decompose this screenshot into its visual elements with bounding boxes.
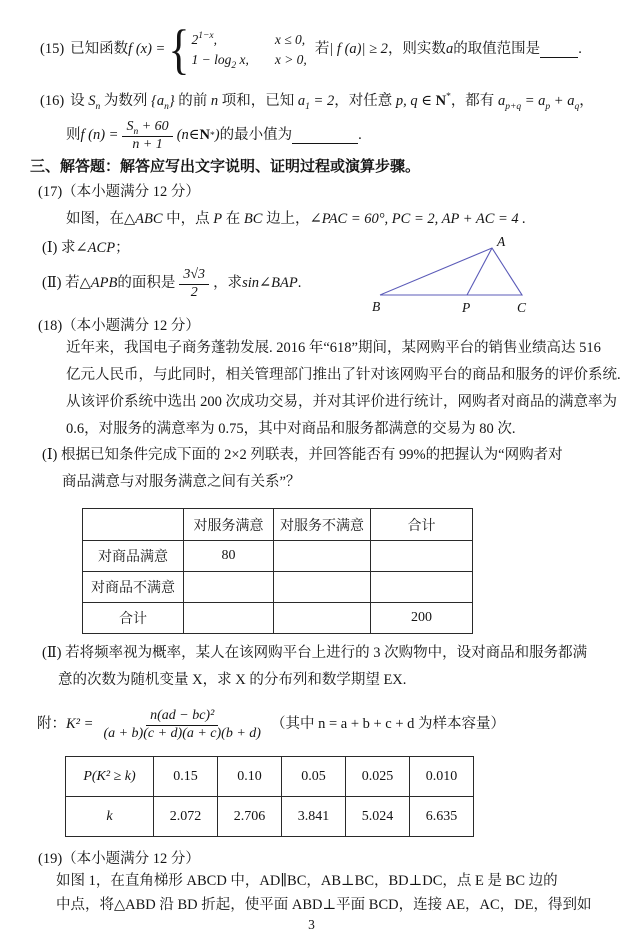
- problem-16-number: (16): [40, 93, 65, 109]
- table-cell: 0.025: [346, 757, 410, 797]
- table-cell: 0.10: [218, 757, 282, 797]
- vertex-label-a: A: [497, 234, 506, 249]
- formula-label: 附：: [37, 716, 66, 733]
- table-cell: 80: [184, 541, 274, 572]
- vertex-label-p: P: [462, 300, 471, 315]
- table-cell: 对服务满意: [184, 509, 274, 541]
- fraction-denominator: n + 1: [132, 136, 163, 152]
- table-cell: [371, 572, 473, 603]
- triangle-outline: [380, 248, 522, 295]
- problem-17-part1: (Ⅰ) 求∠ACP；: [42, 240, 130, 256]
- case1-expr: $2^{1-x}$,: [191, 31, 217, 48]
- table-cell: P(K² ≥ k): [66, 757, 154, 797]
- piecewise-brace: {: [168, 18, 190, 80]
- table-cell: 2.072: [154, 797, 218, 837]
- problem-18-head: (18)（本小题满分 12 分）: [38, 318, 200, 334]
- problem-15-tail1: ，则实数: [387, 41, 446, 58]
- problem-18-para-2: 亿元人民币，与此同时，相关管理部门推出了针对该网购平台的商品和服务的评价系统.: [66, 367, 621, 383]
- problem-15-number: (15): [40, 41, 65, 58]
- formula-lhs: K² =: [66, 716, 94, 733]
- table-row: [66, 797, 474, 837]
- problem-17-part2: (Ⅱ) 若△ APB 的面积是 $\frac{3√3}{2}$ ，求 sin∠BAP .: [42, 266, 302, 300]
- page-number: 3: [308, 917, 315, 932]
- fraction-numerator: $S_n + 60$: [122, 119, 172, 137]
- table-cell: 3.841: [282, 797, 346, 837]
- table-cell: 0.05: [282, 757, 346, 797]
- problem-15-condition: | f (a)| ≥ 2: [329, 41, 388, 58]
- table-cell: 5.024: [346, 797, 410, 837]
- problem-18-part1-line2: 商品满意与对服务满意之间有关系”？: [62, 474, 301, 490]
- problem-15-if: 若: [314, 41, 330, 58]
- answer-blank: [540, 42, 578, 58]
- critical-value-table: [65, 756, 474, 837]
- table-row: [83, 541, 473, 572]
- vertex-label-c: C: [517, 300, 527, 315]
- cevian-ap: [467, 248, 492, 295]
- fraction-sn: [122, 119, 172, 154]
- contingency-table: [82, 508, 473, 634]
- table-cell: 0.010: [410, 757, 474, 797]
- table-cell: 0.15: [154, 757, 218, 797]
- table-cell: [184, 572, 274, 603]
- table-cell: 合计: [83, 603, 184, 634]
- table-cell: 2.706: [218, 797, 282, 837]
- table-cell: [274, 603, 371, 634]
- problem-18-part2-line2: 意的次数为随机变量 X，求 X 的分布列和数学期望 EX.: [58, 672, 407, 688]
- table-cell: [274, 541, 371, 572]
- problem-19-line1: 如图 1，在直角梯形 ABCD 中，AD∥BC，AB⊥BC，BD⊥DC，点 E 是 BC 边的: [56, 873, 558, 889]
- problem-15-intro: 已知函数: [70, 41, 129, 58]
- table-row: [83, 603, 473, 634]
- problem-15: [40, 20, 582, 80]
- vertex-label-b: B: [372, 299, 381, 314]
- section-3-header: 三、解答题：解答应写出文字说明、证明过程或演算步骤。: [30, 158, 421, 175]
- table-cell: [274, 572, 371, 603]
- case2-expr: $1 - \log_2 x$,: [191, 52, 249, 71]
- k-squared-formula: [37, 701, 505, 749]
- problem-16-line2: 则 f (n) = $\frac{S_n + 60}{n + 1}$ ( n ∈ N * ) 的最小值为 .: [66, 118, 362, 152]
- table-cell: 对商品不满意: [83, 572, 184, 603]
- table-cell: [83, 509, 184, 541]
- problem-19-head: (19)（本小题满分 12 分）: [38, 851, 200, 867]
- table-row: [66, 757, 474, 797]
- fraction-area: $\frac{3√3}{2}$: [179, 267, 209, 302]
- piecewise-cases: [191, 31, 307, 71]
- problem-17-line1: 如图，在△ABC 中，点 P 在 BC 边上，∠PAC = 60°, PC = 2, AP + AC = 4 .: [66, 211, 526, 227]
- answer-blank: [292, 128, 358, 144]
- problem-15-fx: f (x) =: [128, 41, 166, 58]
- problem-16-line1: (16) 设 $S_n$ 为数列 $\{a_n\}$ 的前 n 项和，已知 $a_1 = 2$，对任意 p, q ∈ N*，都有 $a_{p+q} = a_p + a_q$，: [40, 92, 594, 112]
- triangle-diagram: [368, 233, 536, 315]
- table-cell: 200: [371, 603, 473, 634]
- table-row: [83, 572, 473, 603]
- problem-18-para-4: 0.6，对服务的满意率为 0.75，其中对商品和服务都满意的交易为 80 次.: [66, 421, 516, 437]
- problem-18-para-3: 从该评价系统中选出 200 次成功交易，并对其评价进行统计，网购者对商品的满意率为: [66, 394, 617, 410]
- problem-18-part2-line1: (Ⅱ) 若将频率视为概率，某人在该网购平台上进行的 3 次购物中，设对商品和服务都满: [42, 645, 588, 661]
- table-cell: 对商品满意: [83, 541, 184, 572]
- problem-19-line2: 中点，将△ABD 沿 BD 折起，使平面 ABD⊥平面 BCD，连接 AE，AC，DE，得到如: [56, 897, 592, 913]
- table-cell: [184, 603, 274, 634]
- table-cell: 合计: [371, 509, 473, 541]
- formula-note: （其中 n = a + b + c + d 为样本容量）: [270, 716, 506, 733]
- problem-15-var-a: a: [445, 41, 454, 58]
- table-cell: 6.635: [410, 797, 474, 837]
- case2-cond: x > 0,: [274, 52, 307, 67]
- problem-18-part1-line1: (Ⅰ) 根据已知条件完成下面的 2×2 列联表，并回答能否有 99%的把握认为“网购者对: [42, 447, 563, 463]
- table-cell: k: [66, 797, 154, 837]
- case1-cond: x ≤ 0,: [274, 32, 306, 48]
- table-cell: 对服务不满意: [274, 509, 371, 541]
- problem-17-head: (17)（本小题满分 12 分）: [38, 184, 200, 200]
- problem-18-para-1: 近年来，我国电子商务蓬勃发展. 2016 年“618”期间，某网购平台的销售业绩高达 516: [66, 340, 601, 356]
- formula-fraction: $\frac{\text{n(ad − bc)²}}{(a + b)(c + d)(a + c)(b + d)}$: [103, 707, 261, 741]
- table-cell: [371, 541, 473, 572]
- problem-15-tail2: 的取值范围是: [453, 41, 541, 58]
- problem-15-period: .: [578, 41, 582, 58]
- table-header-row: [83, 509, 473, 541]
